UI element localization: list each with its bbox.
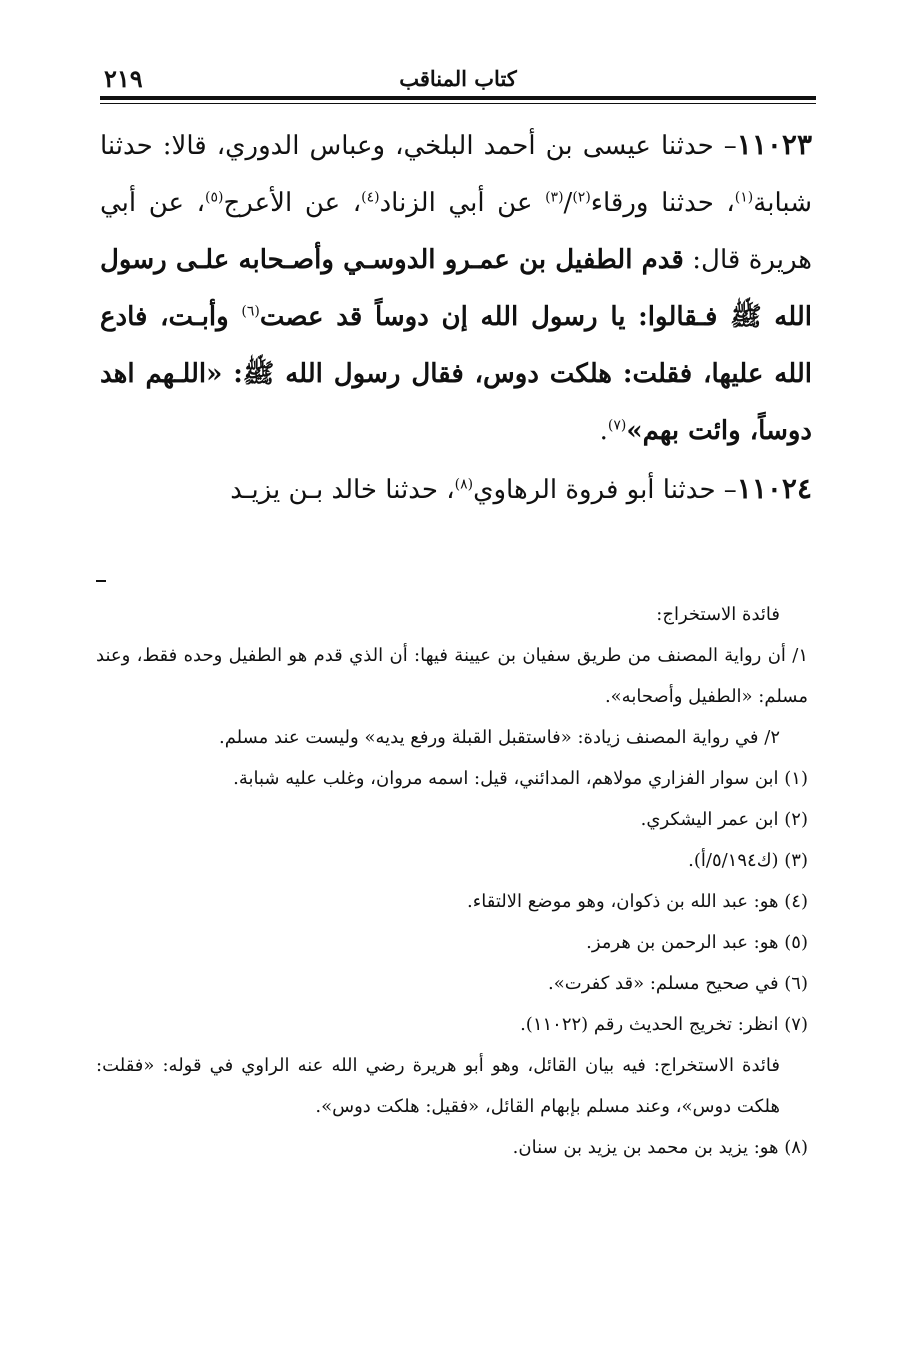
footnote-ref: (٨) — [454, 476, 474, 493]
footnote-ref: (٤) — [361, 189, 380, 206]
header-rule-thin — [100, 103, 816, 104]
hadith-number: ١١٠٢٣ — [736, 128, 812, 161]
footnote-4: (٤) هو: عبد الله بن ذكوان، وهو موضع الالتقاء. — [467, 891, 808, 912]
footnote-8: (٨) هو: يزيد بن محمد بن يزيد بن سنان. — [512, 1137, 808, 1158]
page-number: ٢١٩ — [104, 64, 143, 93]
hadith-text: ، حدثنا ورقاء — [590, 188, 735, 218]
footnote-3: (٣) (ك٥/١٩٤/أ). — [688, 850, 808, 871]
footnote-ref: (٢) — [572, 189, 591, 206]
hadith-11023 — [100, 116, 812, 460]
footnote-5: (٥) هو: عبد الرحمن بن هرمز. — [586, 932, 808, 953]
footnote-ref: (١) — [734, 189, 754, 206]
footnote-ref: (٧) — [607, 417, 627, 434]
footnote-1: (١) ابن سوار الفزاري مولاهم، المدائني، قيل: اسمه مروان، وغلب عليه شبابة. — [233, 768, 808, 789]
footnotes — [96, 594, 808, 1168]
footnote-continuation-mark — [96, 580, 106, 582]
footnote-2: (٢) ابن عمر اليشكري. — [640, 809, 808, 830]
footnote-ref: (٣) — [545, 189, 564, 206]
hadith-text: حدثنا عيسى بن أحمد البلخي، وعباس الدوري، قالا: حدثنا شبابة — [100, 131, 812, 218]
hadith-dash: – — [713, 131, 737, 161]
main-text — [100, 116, 812, 519]
page-header — [100, 64, 816, 94]
hadith-matn-bold: قدم الطفيل بن عمـرو الدوسـي وأصـحابه علـى رسول الله ﷺ فـقالوا: يا رسول الله إن دوساً قد عصت — [100, 245, 812, 332]
hadith-text: ، عن الأعرج — [223, 188, 362, 218]
hadith-matn-bold: وأبـت، فادع الله عليها، فقلت: هلكت دوس، فقال رسول الله ﷺ: «اللـهم اهد دوساً، وائت بهم» — [100, 302, 812, 446]
hadith-text: حدثنا أبو فروة الرهاوي — [473, 475, 716, 505]
footnote-7: (٧) انظر: تخريج الحديث رقم (١١٠٢٢). — [520, 1014, 808, 1035]
hadith-number: ١١٠٢٤ — [736, 472, 812, 505]
benefit-point-1: ١/ أن رواية المصنف من طريق سفيان بن عيينة فيها: أن الذي قدم هو الطفيل وحده فقط، وعند مسلم: «الطفيل وأصحابه». — [96, 645, 808, 707]
footnote-ref: (٦) — [241, 303, 260, 320]
hadith-text: ، حدثنا خالد بـن يزيـد — [230, 475, 455, 505]
hadith-text: / — [563, 188, 573, 218]
hadith-text: عن أبي الزناد — [379, 188, 546, 218]
header-rule-thick — [100, 96, 816, 100]
hadith-text: ، عن أبي هريرة قال: — [100, 188, 812, 275]
benefit-point-2: ٢/ في رواية المصنف زيادة: «فاستقبل القبلة ورفع يديه» وليست عند مسلم. — [218, 727, 780, 748]
running-title: كتاب المناقب — [399, 66, 517, 91]
hadith-text: . — [599, 416, 608, 446]
benefit-note: فائدة الاستخراج: فيه بيان القائل، وهو أبو هريرة رضي الله عنه الراوي في قوله: «فقلت: هلكت دوس»، وعند مسلم بإبهام القائل، «فقيل: هلكت دوس». — [96, 1055, 780, 1117]
benefit-heading: فائدة الاستخراج: — [656, 604, 780, 625]
hadith-dash: – — [715, 475, 737, 505]
footnote-6: (٦) في صحيح مسلم: «قد كفرت». — [548, 973, 808, 994]
footnote-ref: (٥) — [205, 189, 224, 206]
hadith-11024 — [100, 460, 812, 519]
